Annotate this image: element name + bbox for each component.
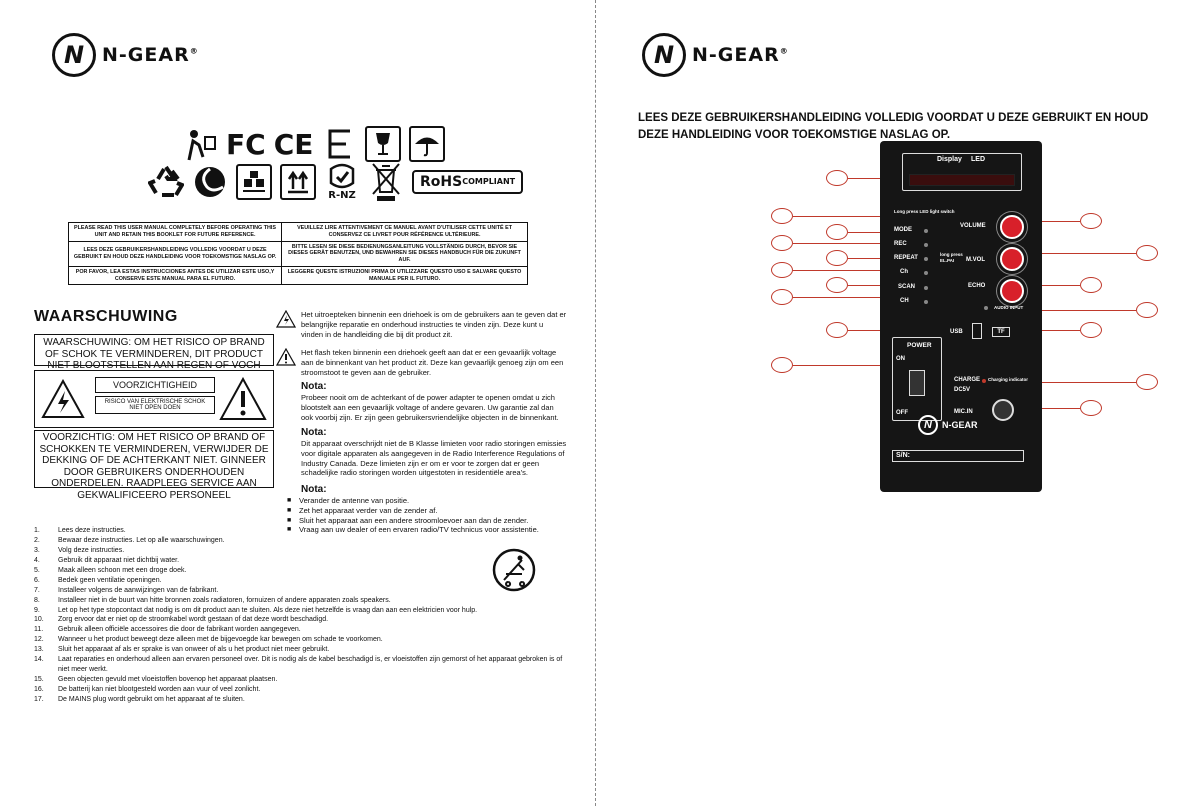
callout-marker xyxy=(1080,213,1102,229)
panel-brand-mark: N xyxy=(918,415,938,435)
charge-label: CHARGE xyxy=(954,377,981,383)
note-3: Nota: ■ Verander de antenne van positie. ■ Zet het apparaat verder van de zender af. ■ Sluit het apparaat aan een andere stroomloevoer aan dan de zender. ■ Vraag aan uw dealer of een ervaren radio/TV technicus voor assistentie. xyxy=(301,483,567,535)
audio-input-jack[interactable] xyxy=(984,306,988,310)
rcm-mark xyxy=(324,162,360,202)
triangle-explanation: Het uitroepteken binnenin een driehoek is om de gebruikers aan te geven dat er belangrijke reparatie en onderhoud instructies te vinden zijn. Deze kunt u vinden in de handleiding die bij dit product zit. xyxy=(301,310,567,339)
notice-english: PLEASE READ THIS USER MANUAL COMPLETELY BEFORE OPERATING THIS UNIT AND RETAIN THIS BOOKLET FOR FUTURE REFERENCE. xyxy=(69,223,282,242)
led-switch-label: Long press LED light switch xyxy=(894,209,955,214)
list-item: ■ Zet het apparaat verder van de zender af. xyxy=(287,506,539,516)
power-switch-panel xyxy=(892,337,942,421)
notice-spanish: POR FAVOR, LEA ESTAS INSTRUCCIONES ANTES DE UTILIZAR ESTE USO,Y CONSERVE ESTE MANUAL PARA EL FUTURO. xyxy=(69,266,282,285)
recycling-icon xyxy=(148,162,184,202)
caution-subtitle: RISICO VAN ELEKTRISCHE SCHOK NIET OPEN DOEN xyxy=(95,396,215,414)
list-item: 4. Gebruik dit apparaat niet dichtbij water. xyxy=(34,556,180,564)
list-item: ■ Vraag aan uw dealer of een ervaren radio/TV technicus voor assistentie. xyxy=(287,525,539,535)
mic-volume-knob[interactable] xyxy=(1000,247,1024,271)
notice-german: BITTE LESEN SIE DIESE BEDIENUNGSANLEITUNG VOLLSTÄNDIG DURCH, BEVOR SIE DIESES GERÄT BENUTZEN, UND BEWAHREN SIE DIESES HANDBUCH FÜR DIE ZUKUNFT AUF. xyxy=(282,241,528,266)
language-notice-table xyxy=(68,222,528,285)
list-item: 6. Bedek geen ventilatie openingen. xyxy=(34,576,162,584)
list-item: 3. Volg deze instructies. xyxy=(34,546,125,554)
callout-marker xyxy=(771,235,793,251)
display-label: Display xyxy=(937,156,962,163)
list-item: 11. Gebruik alleen officiële accessoires die door de fabrikant worden aangegeven. xyxy=(34,626,301,634)
list-item: 5. Maak alleen schoon met een droge doek. xyxy=(34,566,187,574)
green-dot-icon xyxy=(192,162,228,202)
caution-title: VOORZICHTIGHEID xyxy=(95,377,215,393)
list-item: 8. Installeer niet in de buurt van hitte bronnen zoals radiatoren, fornuizen of andere apparaten zoals speakers. xyxy=(34,596,391,604)
list-item: 16. De batterij kan niet blootgesteld worden aan vuur of veel zonlicht. xyxy=(34,686,261,693)
tf-label: TF xyxy=(997,329,1005,335)
cert-row-2 xyxy=(148,162,523,202)
rohs-compliant-mark: RoHS COMPLIANT xyxy=(412,170,523,194)
display-screen xyxy=(909,174,1015,186)
list-item: 7. Installeer volgens de aanwijzingen van de fabrikant. xyxy=(34,586,219,594)
recycle-person-icon xyxy=(182,124,218,164)
prev-button[interactable] xyxy=(924,271,928,275)
list-item: 12. Wanneer u het product beweegt deze alleen met de bijgevoegde kar bewegen om schade te voorkomen. xyxy=(34,636,383,644)
fragile-icon xyxy=(365,126,401,162)
dc-input-label: DC5V xyxy=(954,387,971,393)
ch-label: Ch xyxy=(900,269,908,275)
list-item: 10. Zorg ervoor dat er niet op de stroomkabel wordt gestaan of dat deze wordt beschadigd. xyxy=(34,616,329,624)
rec-label: REC xyxy=(894,241,907,247)
display-sub-label: LED xyxy=(971,156,985,163)
warning-box: WAARSCHUWING: OM HET RISICO OP BRAND OF SCHOK TE VERMINDEREN, DIT PRODUCT NIET BLOOTSTELLEN AAN REGEN OF VOCH xyxy=(34,334,274,366)
callout-marker xyxy=(771,262,793,278)
scan-label: SCAN xyxy=(898,284,916,290)
keep-dry-icon xyxy=(409,126,445,162)
brand-name: N-GEAR xyxy=(692,44,780,66)
callout-marker xyxy=(826,250,848,266)
list-item: 9. Let op het type stopcontact dat nodig is om dit product aan te sluiten. Als deze niet hetzelfde is vraag dan aan een elektricien voor hulp. xyxy=(34,606,478,614)
mode-button[interactable] xyxy=(924,229,928,233)
list-item: 2. Bewaar deze instructies. Let op alle waarschuwingen. xyxy=(34,536,225,544)
rec-button[interactable] xyxy=(924,243,928,247)
list-item: 15. Geen objecten gevuld met vloeistoffen bovenop het apparaat plaatsen. xyxy=(34,676,278,684)
flash-explanation: Het flash teken binnenin een driehoek geeft aan dat er een gevaarlijk voltage aan de binnenkant van het product zit. Deze kan gevaarlijk genoeg zijn om een stroomstoot te geven aan de gebruiker. xyxy=(301,348,564,377)
play-pause-button[interactable] xyxy=(924,286,928,290)
led-display xyxy=(902,153,1022,191)
repeat-label: REPEAT xyxy=(894,255,918,261)
callout-marker xyxy=(1080,400,1102,416)
caution-text-box: VOORZICHTIG: OM HET RISICO OP BRAND OF SCHOKKEN TE VERMINDEREN, VERWIJDER DE DEKKING OF DE ACHTERKANT NIET. GINNEER DOOR GEBRUIKERS ONDERHOUDEN ONDERDELEN. RAADPLEEG SERVICE AAN GEKWALIFICEERO PERSONEEL xyxy=(34,430,274,488)
volume-label: VOLUME xyxy=(960,223,986,229)
list-item: 13. Sluit het apparaat af als er sprake is van onweer of als u het product niet meer gebruikt. xyxy=(34,646,330,654)
mic-in-label: MIC.IN xyxy=(954,409,973,415)
callout-marker xyxy=(1136,245,1158,261)
callout-marker xyxy=(771,208,793,224)
exclamation-symbol-icon xyxy=(276,348,296,371)
exclamation-triangle-icon xyxy=(219,377,267,426)
fcc-mark: FC xyxy=(226,127,266,161)
list-item: ■ Verander de antenne van positie. xyxy=(287,496,539,506)
page-headline: LEES DEZE GEBRUIKERSHANDLEIDING VOLLEDIG VOORDAT U DEZE GEBRUIKT EN HOUD DEZE HANDLEIDING VOOR TOEKOMSTIGE NASLAG OP. xyxy=(638,112,1149,142)
serial-number-field: S/N: xyxy=(892,450,1024,462)
callout-marker xyxy=(771,289,793,305)
echo-label: ECHO xyxy=(968,283,986,289)
right-page xyxy=(596,0,1192,806)
panel-brand-name: N-GEAR xyxy=(942,420,978,430)
ce-mark: CE xyxy=(273,127,314,161)
usb-label: USB xyxy=(950,329,963,335)
crossed-bin-icon xyxy=(368,162,404,202)
charging-indicator-led xyxy=(982,379,986,383)
rcm-label: R-NZ xyxy=(328,190,356,201)
brand-logo-mark: N xyxy=(52,33,96,77)
tf-card-slot[interactable] xyxy=(992,327,1010,337)
callout-marker xyxy=(771,357,793,373)
usb-port[interactable] xyxy=(972,323,982,339)
list-item: 1. Lees deze instructies. xyxy=(34,527,126,534)
list-item: 14. Laat reparaties en onderhoud alleen aan ervaren personeel over. Dit is nodig als de kabel beschadigd is, er vloeistoffen zijn gemorst of het apparaat gebroken is of niet meer werkt. xyxy=(34,656,563,674)
device-panel xyxy=(880,141,1042,492)
notice-dutch: LEES DEZE GEBRUIKERSHANDLEIDING VOLLEDIG VOORDAT U DEZE GEBRUIKT EN HOUD DEZE HANDLEIDING VOOR TOEKOMSTIGE NASLAG OP. xyxy=(69,241,282,266)
echo-knob[interactable] xyxy=(1000,279,1024,303)
brand-logo-mark: N xyxy=(642,33,686,77)
power-label: POWER xyxy=(907,342,932,349)
power-switch[interactable] xyxy=(909,370,925,396)
list-item: 17. De MAINS plug wordt gebruikt om het apparaat af te sluiten. xyxy=(34,695,245,703)
flash-symbol-icon xyxy=(276,310,296,333)
audio-input-label: AUDIO INPUT xyxy=(994,305,1024,310)
callout-marker xyxy=(826,277,848,293)
brand-name: N-GEAR xyxy=(102,44,190,66)
instructions-list xyxy=(34,526,564,705)
cert-row-1 xyxy=(182,124,445,164)
list-item: ■ Sluit het apparaat aan een andere stroomloevoer aan dan de zender. xyxy=(287,516,539,526)
notice-italian: LEGGERE QUESTE ISTRUZIONI PRIMA DI UTILIZZARE QUESTO USO E SALVARE QUESTO MANUALE PER IL FUTURO. xyxy=(282,266,528,285)
weee-e-icon xyxy=(321,124,357,164)
callout-marker xyxy=(1080,322,1102,338)
callout-marker xyxy=(1136,374,1158,390)
on-label: ON xyxy=(896,356,905,362)
callout-marker xyxy=(826,322,848,338)
this-way-up-icon xyxy=(280,164,316,200)
mode-label: MODE xyxy=(894,227,912,233)
notice-french: VEUILLEZ LIRE ATTENTIVEMENT CE MANUEL AVANT D'UTILISER CETTE UNITÉ ET CONSERVEZ CE LIVRET POUR RÉFÉRENCE ULTÉRIEURE. xyxy=(282,223,528,242)
long-press-sub-label: EL.PAI xyxy=(940,258,955,263)
charging-indicator-label: Charging indicator xyxy=(988,377,1029,382)
brand-logo: N N-GEAR® xyxy=(52,33,199,77)
next-button[interactable] xyxy=(924,300,928,304)
caution-label-box xyxy=(34,370,274,428)
volume-knob[interactable] xyxy=(1000,215,1024,239)
note-1: Nota: Probeer nooit om de achterkant of de power adapter te openen omdat u zich blootstelt aan een gevaarlijk voltage of andere gevaren. Uw garantie zal dan ook voorbij zijn. Er zijn geen gebruikersvriendelijke objecten in de binnenkant. xyxy=(301,381,559,422)
brand-logo: N N-GEAR® xyxy=(642,33,789,77)
callout-marker xyxy=(1136,302,1158,318)
lightning-triangle-icon xyxy=(41,379,85,424)
panel-brand-logo xyxy=(918,415,978,435)
mic-in-jack[interactable] xyxy=(992,399,1014,421)
repeat-button[interactable] xyxy=(924,257,928,261)
ch2-label: CH xyxy=(900,298,909,304)
off-label: OFF xyxy=(896,410,908,416)
warning-title: WAARSCHUWING xyxy=(34,308,178,325)
long-press-label: long press xyxy=(940,252,963,257)
callout-marker xyxy=(1080,277,1102,293)
note-2: Nota: Dit apparaat overschrijdt niet de B Klasse limieten voor radio storingen emissies voor digitale apparaten als aangegeven in de Radio Interference Regulations of Industry Canada. Deze limieten zijn er om er voor te zorgen dat er geen schadelijke radio storingen worden uitgestoten in residentiële area's. xyxy=(301,427,567,478)
callout-marker xyxy=(826,170,848,186)
callout-marker xyxy=(826,224,848,240)
stacking-limit-icon xyxy=(236,164,272,200)
mvol-label: M.VOL xyxy=(966,257,985,263)
